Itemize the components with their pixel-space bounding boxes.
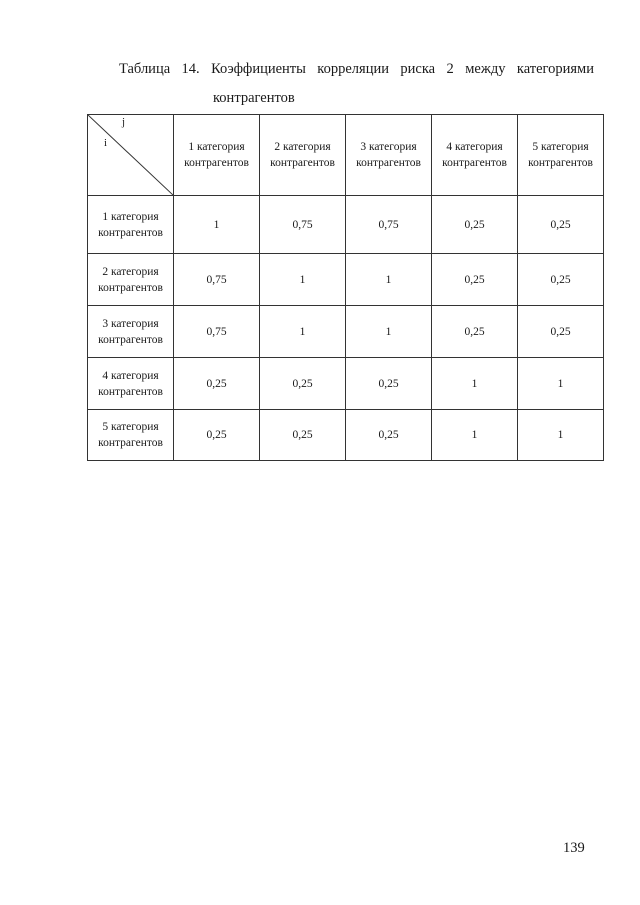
- table-header-row: [88, 115, 604, 196]
- table-cell: 1: [432, 410, 518, 461]
- corner-label-i: i: [104, 137, 108, 149]
- table-cell: 0,75: [174, 306, 260, 358]
- column-header: [432, 115, 518, 196]
- table-cell: 1: [518, 410, 604, 461]
- table-cell: 0,75: [174, 254, 260, 306]
- row-header-line2: контрагентов: [98, 437, 163, 449]
- table-cell: 0,25: [260, 410, 346, 461]
- diagonal-divider: [88, 115, 173, 195]
- column-header-line1: 2 категория: [274, 141, 331, 153]
- row-header-line2: контрагентов: [98, 385, 163, 398]
- row-header-line1: 3 категория: [102, 317, 159, 330]
- table-cell: 0,25: [174, 410, 260, 461]
- row-header-line2: контрагентов: [98, 281, 163, 294]
- table-cell: 0,25: [174, 358, 260, 410]
- column-header-line1: 1 категория: [188, 141, 245, 153]
- row-header-line1: 4 категория: [102, 369, 159, 382]
- row-header: [88, 254, 174, 306]
- column-header-line2: контрагентов: [270, 157, 335, 169]
- page-number: 139: [563, 840, 585, 856]
- table-cell: 1: [260, 254, 346, 306]
- column-header-line1: 3 категория: [360, 141, 417, 153]
- corner-label-j: j: [122, 116, 126, 128]
- table-cell: 0,25: [346, 358, 432, 410]
- table-cell: 0,25: [432, 306, 518, 358]
- row-header-line2: контрагентов: [98, 226, 163, 239]
- table-cell: 0,25: [518, 306, 604, 358]
- table-row: [88, 358, 604, 410]
- table-row: [88, 196, 604, 254]
- table-cell: 1: [346, 254, 432, 306]
- column-header-line2: контрагентов: [184, 157, 249, 169]
- table-cell: 0,25: [518, 196, 604, 254]
- corner-cell: [88, 115, 174, 196]
- row-header-line2: контрагентов: [98, 333, 163, 346]
- table-caption: Таблица 14. Коэффициенты корреляции риска 2 между категориями: [119, 61, 594, 77]
- column-header-line2: контрагентов: [442, 157, 507, 169]
- table-cell: 0,25: [518, 254, 604, 306]
- column-header-line2: контрагентов: [528, 157, 593, 169]
- row-header: [88, 196, 174, 254]
- column-header: [260, 115, 346, 196]
- table-cell: 0,25: [346, 410, 432, 461]
- table-cell: 1: [174, 196, 260, 254]
- table-cell: 1: [432, 358, 518, 410]
- column-header-line1: 5 категория: [532, 141, 589, 153]
- column-header: [518, 115, 604, 196]
- table-row: [88, 410, 604, 461]
- column-header: [174, 115, 260, 196]
- table-row: [88, 254, 604, 306]
- table-cell: 0,75: [260, 196, 346, 254]
- table-caption-continuation: контрагентов: [213, 90, 295, 106]
- row-header-line1: 5 категория: [102, 421, 159, 433]
- correlation-table: [87, 114, 604, 461]
- column-header-line1: 4 категория: [446, 141, 503, 153]
- table-cell: 0,75: [346, 196, 432, 254]
- column-header: [346, 115, 432, 196]
- column-header-line2: контрагентов: [356, 157, 421, 169]
- table-cell: 0,25: [432, 196, 518, 254]
- table-cell: 1: [346, 306, 432, 358]
- table-cell: 1: [260, 306, 346, 358]
- table-cell: 1: [518, 358, 604, 410]
- table-cell: 0,25: [260, 358, 346, 410]
- table-cell: 0,25: [432, 254, 518, 306]
- table-row: [88, 306, 604, 358]
- row-header-line1: 2 категория: [102, 265, 159, 278]
- row-header: [88, 358, 174, 410]
- row-header: [88, 410, 174, 461]
- row-header: [88, 306, 174, 358]
- row-header-line1: 1 категория: [102, 210, 159, 223]
